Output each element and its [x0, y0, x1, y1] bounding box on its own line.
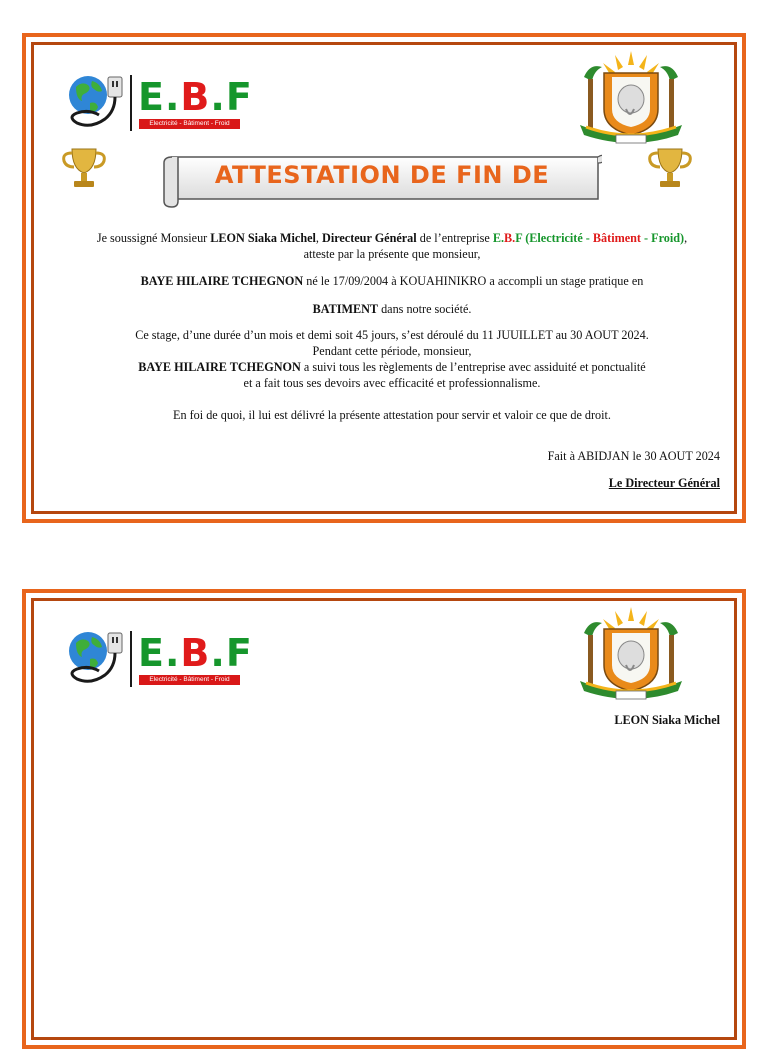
- trainee-name: BAYE HILAIRE TCHEGNON: [140, 274, 304, 288]
- trainee-name-2: BAYE HILAIRE TCHEGNON: [138, 360, 301, 374]
- coat-of-arms-emblem: [570, 603, 692, 703]
- globe-plug-icon: [62, 625, 132, 695]
- signer-name: LEON Siaka Michel: [210, 231, 316, 245]
- signer-title: Directeur Général: [322, 231, 417, 245]
- internship-field: BATIMENT: [312, 302, 379, 316]
- ebf-logo: [62, 625, 252, 695]
- logo-wordmark: E.B.F: [138, 75, 253, 119]
- intro-paragraph: Je soussigné Monsieur LEON Siaka Michel, Directeur Général de l’entreprise E.B.F (Electricité - Bâtiment - Froid), atteste par la présente que monsieur,: [96, 231, 688, 261]
- page-inner-border: [31, 598, 737, 1040]
- trophy-icon-left: [58, 145, 110, 191]
- logo-tagline: Electricité - Bâtiment - Froid: [139, 675, 240, 685]
- title-scroll-banner: [162, 153, 602, 209]
- globe-plug-icon: [62, 69, 132, 139]
- logo-divider: [130, 75, 132, 131]
- coat-of-arms-emblem: [570, 47, 692, 147]
- trophy-icon-right: [644, 145, 696, 191]
- certificate-page-1: [22, 33, 746, 523]
- logo-tagline: Electricité - Bâtiment - Froid: [139, 119, 240, 129]
- logo-divider: [130, 631, 132, 687]
- signature-label: Le Directeur Général: [608, 476, 720, 490]
- page-inner-border: [31, 42, 737, 514]
- page2-signer-name: LEON Siaka Michel: [614, 713, 720, 727]
- logo-wordmark: E.B.F: [138, 631, 253, 675]
- place-date: Fait à ABIDJAN le 30 AOUT 2024: [547, 449, 720, 463]
- closing-paragraph: En foi de quoi, il lui est délivré la présente attestation pour servir et valoir ce que de droit.: [173, 408, 611, 422]
- field-paragraph: BATIMENT dans notre société.: [312, 302, 472, 316]
- ebf-logo: [62, 69, 252, 139]
- duration-paragraph: Ce stage, d’une durée d’un mois et demi soit 45 jours, s’est déroulé du 11 JUUILLET au 30 AOUT 2024. Pendant cette période, monsieur, BAYE HILAIRE TCHEGNON a suivi tous les règlements de l’entreprise avec assiduité et ponctualité et a fait tous ses devoirs avec efficacité et professionnalisme.: [135, 328, 649, 390]
- certificate-page-2: [22, 589, 746, 1049]
- trainee-paragraph: BAYE HILAIRE TCHEGNON né le 17/09/2004 à KOUAHINIKRO a accompli un stage pratique en: [140, 274, 644, 288]
- certificate-title: ATTESTATION DE FIN DE: [214, 161, 550, 189]
